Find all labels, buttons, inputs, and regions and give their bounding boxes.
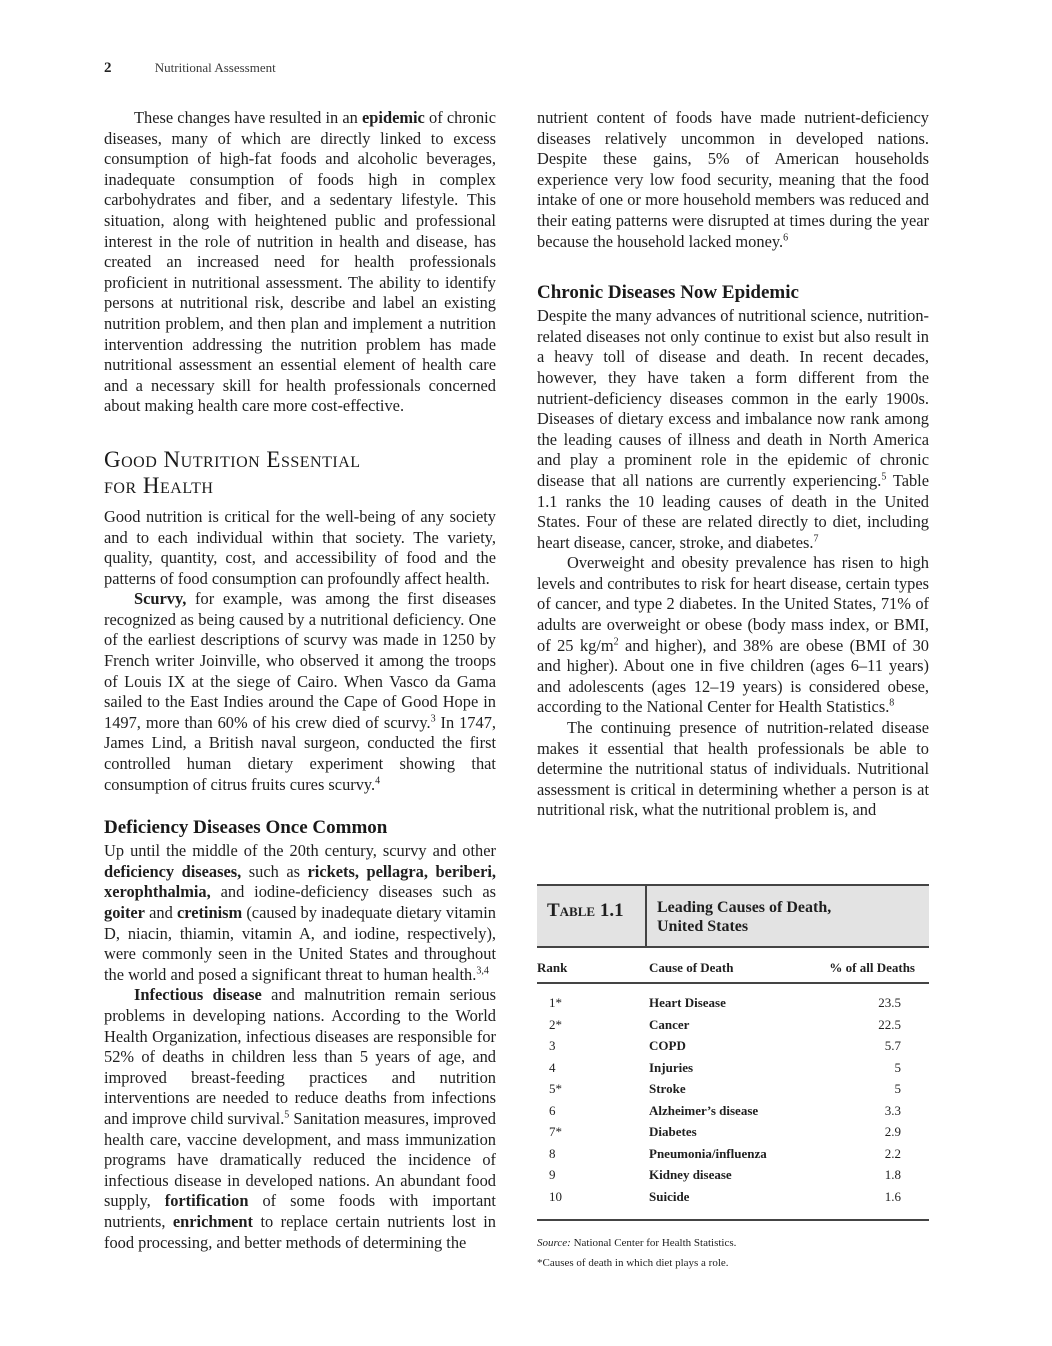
column-header-percent: % of all Deaths	[829, 960, 915, 975]
cell-rank: 5*	[549, 1081, 562, 1096]
column-header-rank: Rank	[537, 960, 568, 975]
page-number: 2	[104, 60, 112, 76]
cell-cause: Pneumonia/influenza	[649, 1145, 767, 1161]
running-title: Nutritional Assessment	[154, 60, 276, 75]
heading-deficiency-diseases: Deficiency Diseases Once Common	[104, 817, 388, 839]
table-footnote: *Causes of death in which diet plays a role.	[537, 1257, 729, 1269]
cell-rank: 9	[549, 1167, 556, 1182]
table-source: Source: National Center for Health Statistics.	[537, 1237, 737, 1249]
heading-good-nutrition: Good Nutrition Essential for Health	[104, 446, 361, 498]
running-header	[104, 60, 276, 77]
table-row	[537, 1143, 929, 1165]
paragraph-good-nutrition: Good nutrition is critical for the well-being of any society and to each individual within that society. The variety, quality, quantity, cost, and accessibility of food and the patterns of food consumption can profoundly affect health.	[104, 506, 496, 588]
table-row	[537, 1035, 929, 1057]
cell-rank: 1*	[549, 995, 562, 1010]
cell-percent: 3.3	[884, 1102, 901, 1118]
table-row	[537, 1121, 929, 1143]
cell-percent: 5	[894, 1059, 901, 1075]
cell-rank: 3	[549, 1038, 556, 1053]
cell-percent: 2.9	[884, 1124, 901, 1139]
paragraph-nutrient-content: nutrient content of foods have made nutrient-deficiency diseases relatively uncommon in developed nations. Despite these gains, 5% of American households experience very low food security, meaning that the food intake of one or more household members was reduced and their eating patterns were disrupted at times during the year because the household lacked money.$^6$	[537, 108, 929, 251]
table-leading-causes	[537, 884, 929, 1273]
paragraph-infectious: Infectious disease and malnutrition remain serious problems in developing nations. According to the World Health Organization, infectious diseases are responsible for 52% of deaths in children less than 5 years of age, and improved breast-feeding practices and nutrition interventions are needed to reduce deaths from infections and improve child survival.$^5$ Sanitation measures, improved health care, vaccine development, and mass immunization programs have dramatically reduced the incidence of infectious disease in developed nations. An abundant food supply, fortification of some foods with important nutrients, enrichment to replace certain nutrients lost in food processing, and better methods of determining the	[104, 985, 496, 1252]
cell-cause: Alzheimer’s disease	[649, 1102, 759, 1118]
cell-cause: Heart Disease	[649, 995, 726, 1010]
cell-cause: Cancer	[649, 1016, 690, 1032]
left-column	[104, 108, 496, 1253]
cell-percent: 2.2	[884, 1145, 901, 1161]
cell-rank: 8	[549, 1145, 556, 1161]
table-footnotes	[537, 1233, 929, 1273]
cell-rank: 6	[549, 1102, 556, 1118]
cell-cause: Diabetes	[649, 1124, 697, 1139]
table-label: Table 1.1	[537, 886, 647, 946]
cell-cause: Kidney disease	[649, 1167, 732, 1182]
cell-rank: 4	[549, 1059, 556, 1075]
cell-percent: 22.5	[878, 1016, 901, 1032]
cell-percent: 1.8	[884, 1167, 901, 1182]
cell-cause: Stroke	[649, 1081, 686, 1096]
paragraph-epidemic: These changes have resulted in an epidemic of chronic diseases, many of which are directly linked to excess consumption of high-fat foods and alcoholic beverages, inadequate consumption of foods high in complex carbohydrates and fiber, and a sedentary lifestyle. This situation, along with heightened public and professional interest in the role of nutrition in health and disease, has created an increased need for health professionals proficient in nutritional assessment. The ability to identify persons at nutritional risk, describe and label an existing nutrition problem, and then plan and implement a nutrition intervention addressing the nutrition problem has made nutritional assessment an essential element of health care and a necessary skill for health professionals concerned about making health care more cost-effective.	[104, 108, 496, 416]
cell-rank: 2*	[549, 1016, 562, 1032]
cell-cause: COPD	[649, 1038, 686, 1053]
column-header-cause: Cause of Death	[649, 960, 734, 975]
table-row	[537, 1057, 929, 1079]
cell-rank: 7*	[549, 1124, 562, 1139]
table-header	[537, 884, 929, 948]
cell-cause: Suicide	[649, 1188, 690, 1204]
table-body	[537, 984, 929, 1221]
paragraph-continuing: The continuing presence of nutrition-related disease makes it essential that health professionals be able to determine the nutritional status of individuals. Nutritional assessment is critical in determining whether a person is at nutritional risk, what the nutritional problem is, and	[537, 718, 929, 820]
heading-chronic-diseases: Chronic Diseases Now Epidemic	[537, 282, 799, 304]
cell-percent: 5	[894, 1081, 901, 1096]
table-row	[537, 1164, 929, 1186]
paragraph-obesity: Overweight and obesity prevalence has risen to high levels and contributes to risk for heart disease, certain types of cancer, and type 2 diabetes. In the United States, 71% of adults are overweight or obese (body mass index, or BMI, of 25 $kg/m^2$ and higher), and 38% are obese (BMI of 30 and higher). About one in five children (ages 6–11 years) and adolescents (ages 12–19 years) is considered obese, according to the National Center for Health Statistics.$^8$	[537, 553, 929, 717]
table-row	[537, 1014, 929, 1036]
paragraph-scurvy: Scurvy, for example, was among the first diseases recognized as being caused by a nutritional deficiency. One of the earliest descriptions of scurvy was made in 1250 by French writer Joinville, who observed it among the troops of Louis IX at the siege of Cairo. When Vasco da Gama sailed to the East Indies around the Cape of Good Hope in 1497, more than 60% of his crew died of scurvy.$^3$ In 1747, James Lind, a British naval surgeon, conducted the first controlled human dietary experiment showing that consumption of citrus fruits cures scurvy.$^4$	[104, 589, 496, 794]
table-row	[537, 992, 929, 1014]
cell-percent: 23.5	[878, 995, 901, 1010]
cell-percent: 1.6	[884, 1188, 901, 1204]
table-column-headers	[537, 948, 929, 984]
table-row	[537, 1100, 929, 1122]
right-column	[537, 108, 929, 821]
cell-rank: 10	[549, 1188, 562, 1204]
table-row	[537, 1078, 929, 1100]
paragraph-deficiency: Up until the middle of the 20th century, scurvy and other deficiency diseases, such as rickets, pellagra, beriberi, xerophthalmia, and iodine-deficiency diseases such as goiter and cretinism (caused by inadequate dietary vitamin D, niacin, thiamin, vitamin A, and iodine, respectively), were commonly seen in the United States and throughout the world and posed a significant threat to human health.$^{3,4}$	[104, 841, 496, 984]
paragraph-chronic: Despite the many advances of nutritional science, nutrition-related diseases not only continue to exist but also result in a heavy toll of disease and death. In recent decades, however, they have taken a form different from the nutrient-deficiency diseases common in the early 1900s. Diseases of dietary excess and imbalance now rank among the leading causes of illness and death in North America and play a prominent role in the epidemic of chronic disease that all nations are currently experiencing.$^5$ Table 1.1 ranks the 10 leading causes of death in the United States. Four of these are related directly to diet, including heart disease, cancer, stroke, and diabetes.$^7$	[537, 306, 929, 552]
cell-cause: Injuries	[649, 1059, 694, 1075]
cell-percent: 5.7	[884, 1038, 901, 1053]
table-row	[537, 1186, 929, 1208]
table-title: Leading Causes of Death, United States	[657, 899, 832, 935]
